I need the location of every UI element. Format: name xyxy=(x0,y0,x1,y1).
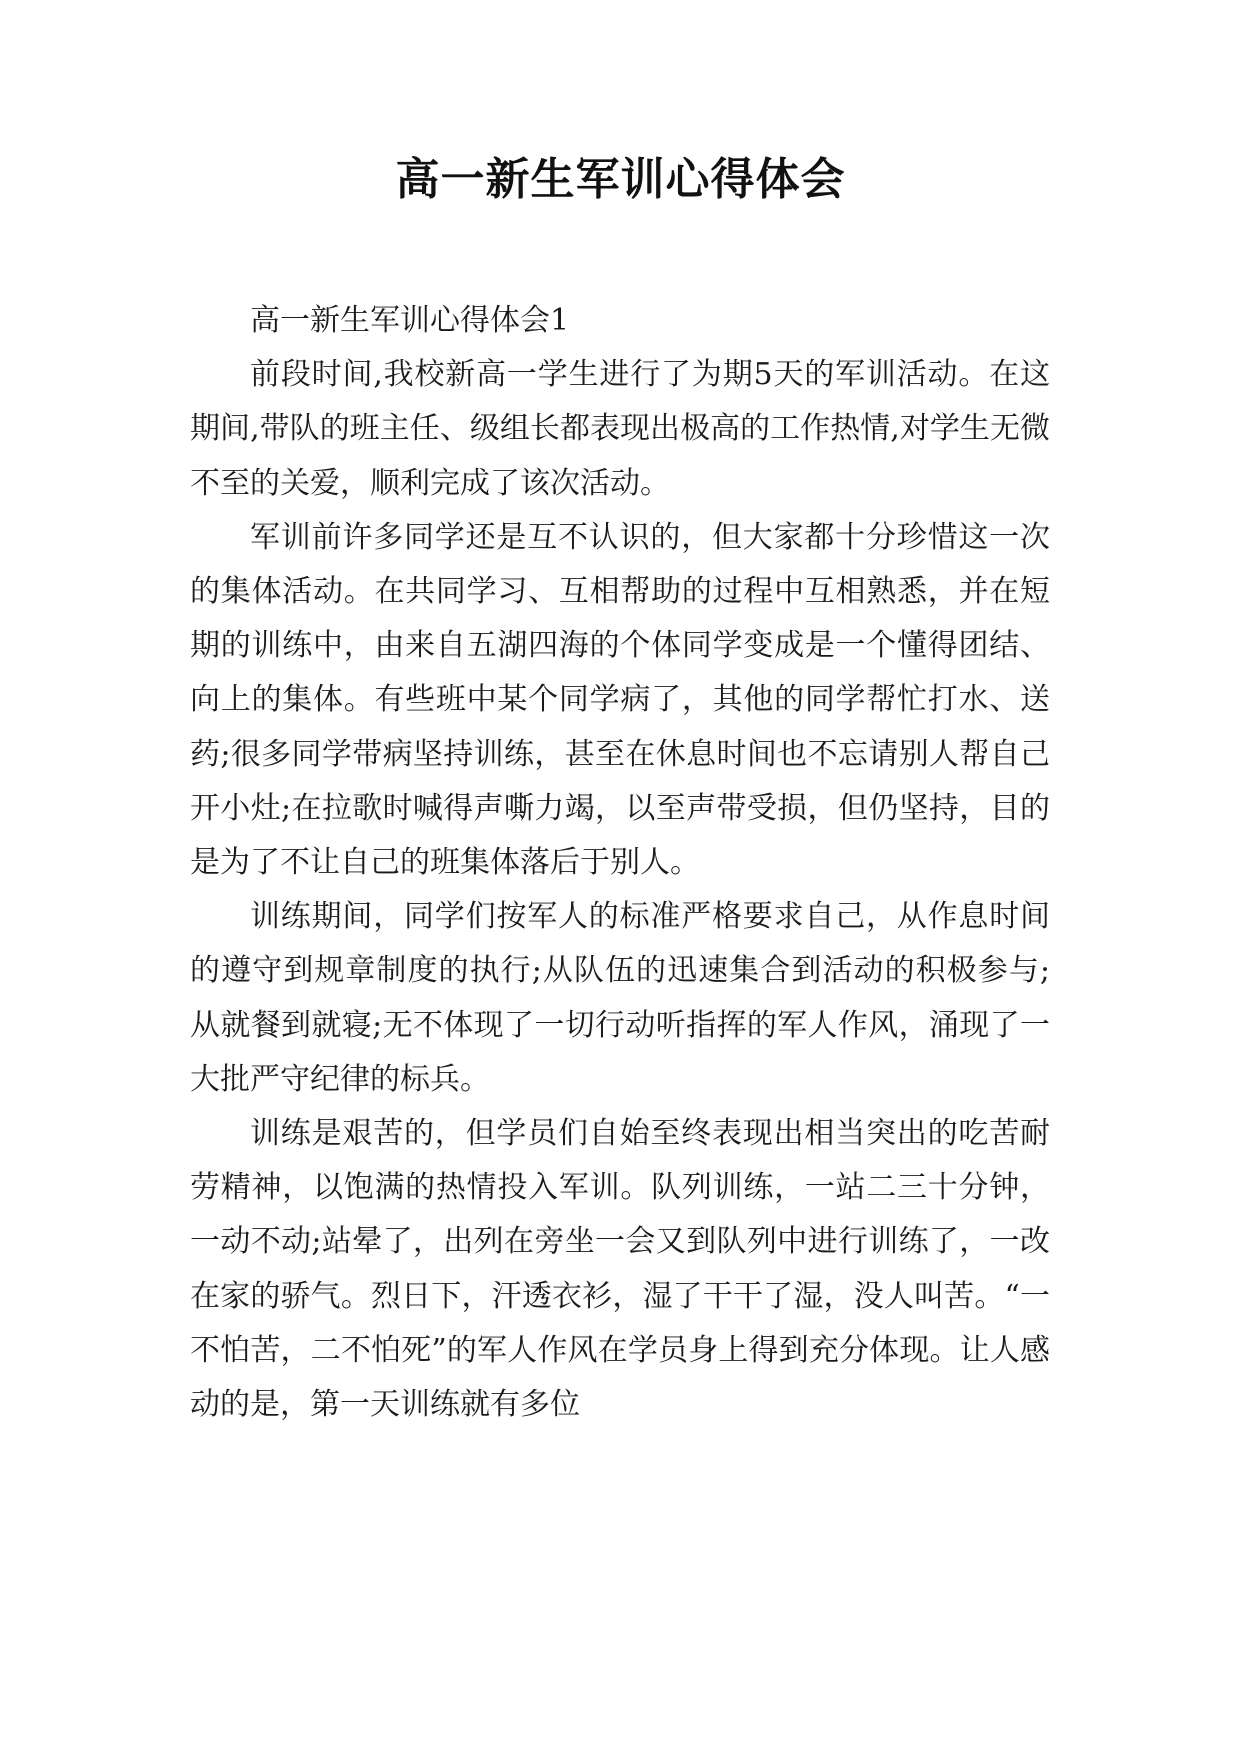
paragraph: 训练是艰苦的，但学员们自始至终表现出相当突出的吃苦耐劳精神，以饱满的热情投入军训。队列训练，一站二三十分钟，一动不动;站晕了，出列在旁坐一会又到队列中进行训练了，一改在家的骄气。烈日下，汗透衣衫，湿了干干了湿，没人叫苦。“一不怕苦，二不怕死”的军人作风在学员身上得到充分体现。让人感动的是，第一天训练就有多位 xyxy=(190,1116,1050,1423)
document-title: 高一新生军训心得体会 xyxy=(395,154,846,205)
document-body xyxy=(190,294,1050,1432)
paragraph: 军训前许多同学还是互不认识的，但大家都十分珍惜这一次的集体活动。在共同学习、互相帮助的过程中互相熟悉，并在短期的训练中，由来自五湖四海的个体同学变成是一个懂得团结、向上的集体。有些班中某个同学病了，其他的同学帮忙打水、送药;很多同学带病坚持训练，甚至在休息时间也不忘请别人帮自己开小灶;在拉歌时喊得声嘶力竭，以至声带受损，但仍坚持，目的是为了不让自己的班集体落后于别人。 xyxy=(190,519,1050,881)
paragraph-heading: 高一新生军训心得体会1 xyxy=(250,303,570,338)
paragraph: 前段时间,我校新高一学生进行了为期5天的军训活动。在这期间,带队的班主任、级组长都表现出极高的工作热情,对学生无微不至的关爱，顺利完成了该次活动。 xyxy=(190,357,1050,501)
paragraph: 训练期间，同学们按军人的标准严格要求自己，从作息时间的遵守到规章制度的执行;从队伍的迅速集合到活动的积极参与;从就餐到就寝;无不体现了一切行动听指挥的军人作风，涌现了一大批严守纪律的标兵。 xyxy=(190,899,1050,1097)
